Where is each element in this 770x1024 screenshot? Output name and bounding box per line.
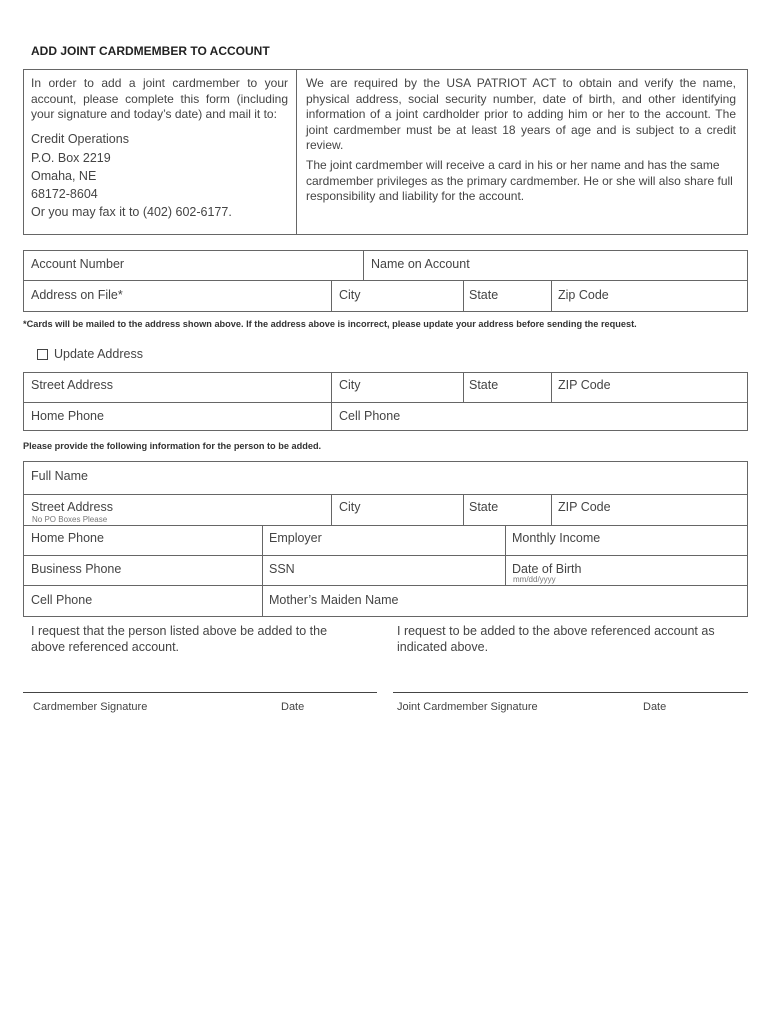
row-divider	[23, 525, 748, 526]
cell-divider	[363, 250, 364, 280]
cell-divider	[463, 280, 464, 312]
full-name-field[interactable]: Full Name	[31, 469, 88, 483]
account-zip-field[interactable]: Zip Code	[558, 288, 609, 302]
update-city-field[interactable]: City	[339, 378, 361, 392]
intro-divider	[296, 69, 297, 235]
update-address-label: Update Address	[54, 347, 143, 361]
address-on-file-field[interactable]: Address on File*	[31, 288, 123, 302]
update-home-phone-field[interactable]: Home Phone	[31, 409, 104, 423]
mail-address-line4: 68172-8604	[31, 187, 98, 201]
person-city-field[interactable]: City	[339, 500, 361, 514]
person-home-phone-field[interactable]: Home Phone	[31, 531, 104, 545]
account-city-field[interactable]: City	[339, 288, 361, 302]
update-cell-phone-field[interactable]: Cell Phone	[339, 409, 401, 423]
name-on-account-field[interactable]: Name on Account	[371, 257, 470, 271]
update-state-field[interactable]: State	[469, 378, 499, 392]
fax-text: Or you may fax it to (402) 602-6177.	[31, 205, 232, 219]
cell-divider	[551, 280, 552, 312]
account-row-divider	[23, 280, 748, 281]
maiden-name-field[interactable]: Mother’s Maiden Name	[269, 593, 399, 607]
cell-divider	[551, 372, 552, 402]
cell-divider	[463, 494, 464, 525]
monthly-income-field[interactable]: Monthly Income	[512, 531, 601, 545]
employer-field[interactable]: Employer	[269, 531, 322, 545]
no-po-boxes-hint: No PO Boxes Please	[32, 515, 108, 524]
row-divider	[23, 555, 748, 556]
date-of-birth-field[interactable]: Date of Birth	[512, 562, 582, 576]
cardmember-signature-line[interactable]	[23, 692, 377, 693]
dob-format-hint: mm/dd/yyyy	[513, 575, 556, 584]
row-divider	[23, 402, 748, 403]
mail-address-line3: Omaha, NE	[31, 169, 97, 183]
person-street-field[interactable]: Street Address	[31, 500, 113, 514]
person-info-note: Please provide the following information for the person to be added.	[23, 441, 322, 451]
cell-divider	[262, 525, 263, 617]
ssn-field[interactable]: SSN	[269, 562, 295, 576]
update-address-checkbox[interactable]	[37, 349, 48, 360]
mail-address-line2: P.O. Box 2219	[31, 151, 111, 165]
cell-divider	[331, 372, 332, 431]
cell-divider	[463, 372, 464, 402]
cards-mailed-note: *Cards will be mailed to the address shown above. If the address above is incorrect, please update your address before sending the request.	[23, 319, 637, 329]
cell-divider	[331, 494, 332, 525]
account-state-field[interactable]: State	[469, 288, 499, 302]
update-street-field[interactable]: Street Address	[31, 378, 113, 392]
row-divider	[23, 494, 748, 495]
person-cell-phone-field[interactable]: Cell Phone	[31, 593, 93, 607]
joint-request-text: I request to be added to the above referenced account as indicated above.	[397, 624, 715, 654]
joint-privileges-text: The joint cardmember will receive a card in his or her name and has the same cardmember privileges as the primary cardmember. He or she will also share full responsibility and liability for the account.	[306, 158, 733, 203]
person-zip-field[interactable]: ZIP Code	[558, 500, 611, 514]
cardmember-date-label: Date	[281, 701, 305, 713]
page-title: ADD JOINT CARDMEMBER TO ACCOUNT	[31, 44, 270, 58]
joint-signature-label: Joint Cardmember Signature	[397, 701, 538, 713]
row-divider	[23, 585, 748, 586]
update-zip-field[interactable]: ZIP Code	[558, 378, 611, 392]
cell-divider	[505, 525, 506, 585]
account-number-field[interactable]: Account Number	[31, 257, 125, 271]
person-state-field[interactable]: State	[469, 500, 499, 514]
joint-date-label: Date	[643, 701, 667, 713]
cell-divider	[331, 280, 332, 312]
cardmember-signature-label: Cardmember Signature	[33, 701, 148, 713]
cardmember-request-text: I request that the person listed above be added to the above referenced account.	[31, 624, 328, 654]
intro-left-text: In order to add a joint cardmember to your account, please complete this form (including your signature and today’s date) and mail it to:	[31, 76, 288, 121]
joint-signature-line[interactable]	[393, 692, 748, 693]
cell-divider	[551, 494, 552, 525]
patriot-act-text: We are required by the USA PATRIOT ACT to obtain and verify the name, physical address, social security number, date of birth, and other identifying information of a joint cardholder prior to adding him or her to the account. The joint cardmember must be at least 18 years of age and is subject to a credit review.	[306, 76, 736, 152]
business-phone-field[interactable]: Business Phone	[31, 562, 122, 576]
mail-address-line1: Credit Operations	[31, 132, 129, 146]
